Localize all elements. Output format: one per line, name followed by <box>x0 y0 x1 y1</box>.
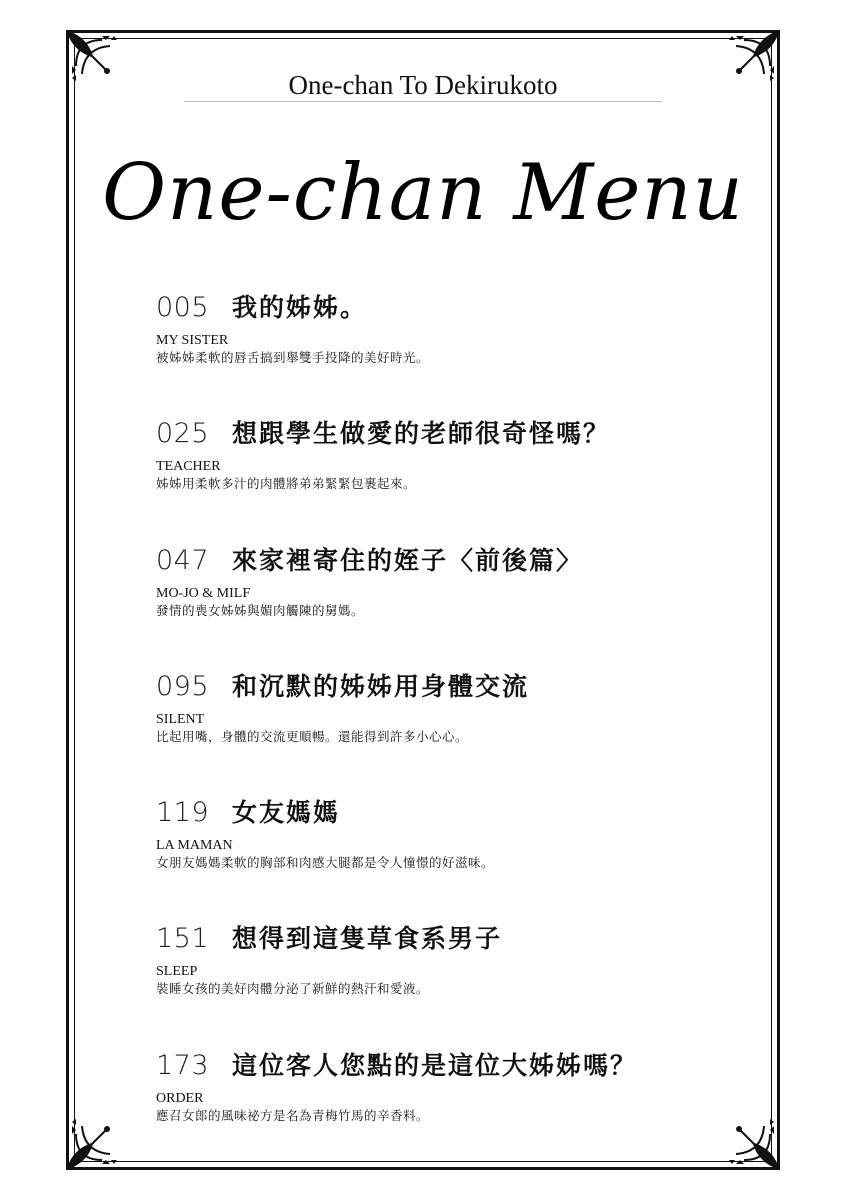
table-of-contents <box>156 288 716 1172</box>
corner-ornament-icon <box>62 1112 124 1174</box>
header-divider <box>184 101 662 102</box>
chapter-title: 女友媽媽 <box>232 798 341 828</box>
series-title: One-chan To Dekirukoto <box>288 70 558 100</box>
page-number: 047 <box>156 544 210 576</box>
toc-entry <box>156 1046 716 1172</box>
chapter-title: 想跟學生做愛的老師很奇怪嗎？ <box>232 419 611 449</box>
chapter-description: 被姊姊柔軟的唇舌搞到舉雙手投降的美好時光。 <box>156 350 430 365</box>
chapter-title: 和沉默的姊姊用身體交流 <box>232 671 530 701</box>
chapter-subtitle: TEACHER <box>156 459 221 475</box>
page-number: 151 <box>156 923 210 955</box>
chapter-subtitle: SILENT <box>156 711 205 727</box>
page-number: 025 <box>156 418 210 450</box>
corner-ornament-icon <box>722 1112 784 1174</box>
chapter-subtitle: LA MAMAN <box>156 838 233 854</box>
chapter-title: 想得到這隻草食系男子 <box>232 924 503 954</box>
page-number: 005 <box>156 292 210 323</box>
chapter-description: 發情的喪女姊姊與媚肉觸陳的舅媽。 <box>156 602 365 618</box>
chapter-title: 來家裡寄住的姪子〈前後篇〉 <box>232 545 584 575</box>
chapter-description: 姊姊用柔軟多汁的肉體將弟弟緊緊包裹起來。 <box>156 476 417 492</box>
toc-entry <box>156 919 716 1045</box>
chapter-subtitle: MO-JO & MILF <box>156 585 251 601</box>
chapter-title: 我的姊姊。 <box>232 293 368 322</box>
page-number: 119 <box>156 797 210 829</box>
page-number: 095 <box>156 670 210 702</box>
page-title: One-chan Menu <box>102 148 744 238</box>
chapter-description: 裝睡女孩的美好肉體分泌了新鮮的熱汗和愛液。 <box>156 981 430 997</box>
toc-entry <box>156 667 716 793</box>
chapter-subtitle: ORDER <box>156 1090 204 1106</box>
chapter-subtitle: MY SISTER <box>156 333 229 348</box>
toc-entry <box>156 414 716 540</box>
chapter-description: 應召女郎的風味祕方是名為青梅竹馬的辛香料。 <box>156 1107 430 1123</box>
chapter-description: 女朋友媽媽柔軟的胸部和肉感大腿都是令人憧憬的好滋味。 <box>156 855 495 871</box>
page-number: 173 <box>156 1049 210 1081</box>
toc-entry <box>156 793 716 919</box>
chapter-title: 這位客人您點的是這位大姊姊嗎？ <box>232 1050 638 1080</box>
chapter-subtitle: SLEEP <box>156 964 198 980</box>
toc-entry <box>156 541 716 667</box>
toc-entry <box>156 288 716 414</box>
chapter-description: 比起用嘴，身體的交流更順暢。還能得到許多小心心。 <box>156 728 469 744</box>
